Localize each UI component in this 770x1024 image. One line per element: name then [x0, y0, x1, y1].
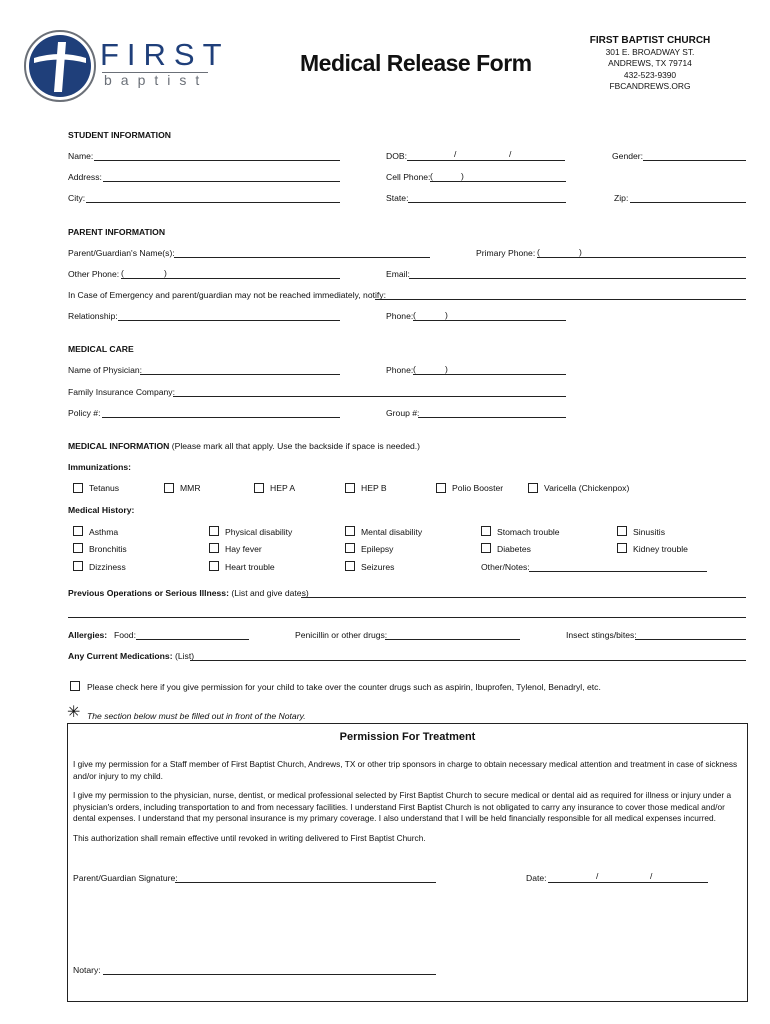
history-label: Mental disability: [361, 527, 423, 537]
paren-close: ): [445, 310, 448, 320]
checkbox-mmr[interactable]: [164, 483, 174, 493]
immunization-label: HEP B: [361, 483, 387, 493]
student-cell-phone-label: Cell Phone:: [386, 172, 431, 182]
history-label: Asthma: [89, 527, 119, 537]
checkbox-epilepsy[interactable]: [345, 543, 355, 553]
student-name-field[interactable]: [94, 160, 340, 161]
otc-permission-label: Please check here if you give permission for your child to take over the counter drugs such as aspirin, Ibuprofen, Tylenol, Benadryl, etc.: [87, 682, 601, 692]
checkbox-tetanus[interactable]: [73, 483, 83, 493]
student-city-field[interactable]: [86, 202, 340, 203]
student-zip-label: Zip:: [614, 193, 629, 203]
medical-care-heading: MEDICAL CARE: [68, 344, 134, 354]
church-address-2: ANDREWS, TX 79714: [608, 58, 692, 68]
history-label: Hay fever: [225, 544, 262, 554]
cross-circle-logo-icon: [22, 28, 98, 104]
medical-history-label: Medical History:: [68, 505, 135, 515]
church-address-1: 301 E. BROADWAY ST.: [605, 46, 695, 57]
student-zip-field[interactable]: [630, 202, 746, 203]
checkbox-sinusitis[interactable]: [617, 526, 627, 536]
physician-field[interactable]: [140, 374, 340, 375]
guardian-names-label: Parent/Guardian's Name(s):: [68, 248, 175, 258]
student-state-label: State:: [386, 193, 409, 203]
church-contact-block: [560, 35, 740, 93]
paren-open: (: [413, 364, 416, 374]
checkbox-asthma[interactable]: [73, 526, 83, 536]
student-name-label: Name:: [68, 151, 94, 161]
insect-allergy-field[interactable]: [635, 639, 746, 640]
physician-phone-field[interactable]: [413, 374, 566, 375]
paren-open: (: [121, 268, 124, 278]
student-dob-field[interactable]: [407, 160, 565, 161]
drug-allergy-field[interactable]: [385, 639, 520, 640]
student-address-label: Address:: [68, 172, 102, 182]
student-section-heading: STUDENT INFORMATION: [68, 130, 171, 140]
checkbox-kidney-trouble[interactable]: [617, 543, 627, 553]
form-title: Medical Release Form: [300, 50, 532, 76]
operations-field[interactable]: [301, 597, 746, 598]
operations-note: (List and give dates): [231, 588, 309, 598]
medical-info-heading: MEDICAL INFORMATION: [68, 441, 170, 451]
paren-close: ): [579, 247, 582, 257]
checkbox-mental-disability[interactable]: [345, 526, 355, 536]
insurance-label: Family Insurance Company:: [68, 387, 175, 397]
immunizations-label: Immunizations:: [68, 462, 132, 472]
primary-phone-label: Primary Phone:: [476, 248, 536, 258]
student-address-field[interactable]: [103, 181, 340, 182]
emergency-contact-field[interactable]: [375, 299, 746, 300]
dob-slash-1: /: [454, 149, 457, 159]
date-slash-1: /: [596, 871, 599, 881]
medications-label: Any Current Medications:: [68, 651, 173, 661]
checkbox-otc-permission[interactable]: [70, 681, 80, 691]
relationship-label: Relationship:: [68, 311, 118, 321]
paren-close: ): [164, 268, 167, 278]
signature-field[interactable]: [175, 882, 436, 883]
notary-label: Notary:: [73, 965, 101, 975]
group-field[interactable]: [418, 417, 566, 418]
history-label: Seizures: [361, 562, 395, 572]
guardian-names-field[interactable]: [174, 257, 430, 258]
checkbox-polio-booster[interactable]: [436, 483, 446, 493]
checkbox-heart-trouble[interactable]: [209, 561, 219, 571]
primary-phone-field[interactable]: [537, 257, 746, 258]
student-city-label: City:: [68, 193, 86, 203]
parent-section-heading: PARENT INFORMATION: [68, 227, 166, 237]
email-field[interactable]: [409, 278, 746, 279]
food-allergy-label: Food:: [114, 630, 136, 640]
paren-open: (: [430, 171, 433, 181]
notary-field[interactable]: [103, 974, 436, 975]
physician-label: Name of Physician:: [68, 365, 143, 375]
history-label: Diabetes: [497, 544, 531, 554]
other-phone-field[interactable]: [121, 278, 340, 279]
policy-field[interactable]: [102, 417, 340, 418]
paren-open: (: [537, 247, 540, 257]
immunization-label: HEP A: [270, 483, 296, 493]
checkbox-seizures[interactable]: [345, 561, 355, 571]
checkbox-varicella[interactable]: [528, 483, 538, 493]
medical-info-note: (Please mark all that apply. Use the backside if space is needed.): [171, 441, 420, 451]
insect-allergy-label: Insect stings/bites:: [566, 630, 637, 640]
history-label: Stomach trouble: [497, 527, 560, 537]
church-logo: [22, 28, 230, 102]
paren-open: (: [413, 310, 416, 320]
checkbox-diabetes[interactable]: [481, 543, 491, 553]
operations-label: Previous Operations or Serious Illness:: [68, 588, 229, 598]
emergency-phone-field[interactable]: [413, 320, 566, 321]
physician-phone-label: Phone:: [386, 365, 414, 375]
immunization-label: Tetanus: [89, 483, 120, 493]
medical-info-heading-row: [68, 441, 420, 451]
other-notes-label: Other/Notes:: [481, 562, 530, 572]
permission-paragraph-3: This authorization shall remain effective until revoked in writing delivered to First Baptist Church.: [73, 833, 426, 843]
history-label: Physical disability: [225, 527, 293, 537]
dob-slash-2: /: [509, 149, 512, 159]
immunization-label: MMR: [180, 483, 201, 493]
checkbox-hep-a[interactable]: [254, 483, 264, 493]
asterisk-icon: ✳: [67, 704, 81, 721]
history-label: Bronchitis: [89, 544, 127, 554]
relationship-field[interactable]: [118, 320, 340, 321]
emergency-contact-label: In Case of Emergency and parent/guardian may not be reached immediately, notify:: [68, 290, 386, 300]
operations-label-row: [68, 588, 309, 598]
drug-allergy-label: Penicillin or other drugs:: [295, 630, 388, 640]
date-field[interactable]: [548, 882, 708, 883]
church-website: FBCANDREWS.ORG: [609, 81, 691, 91]
other-phone-label: Other Phone:: [68, 269, 120, 279]
checkbox-hep-b[interactable]: [345, 483, 355, 493]
notary-note: The section below must be filled out in front of the Notary.: [87, 711, 306, 721]
other-notes-field[interactable]: [529, 571, 707, 572]
paren-close: ): [461, 171, 464, 181]
emergency-phone-label: Phone:: [386, 311, 414, 321]
immunization-label: Polio Booster: [452, 483, 504, 493]
paren-close: ): [445, 364, 448, 374]
medications-label-row: [68, 651, 194, 661]
medications-field[interactable]: [190, 660, 746, 661]
checkbox-dizziness[interactable]: [73, 561, 83, 571]
permission-paragraph-2: I give my permission to the physician, nurse, dentist, or medical professional selected by First Baptist Church to secure medical or dental aid as required for illness or injury under a physician's orders, including transportation to and from necessary facilities. I understand First Baptist Church is not obligated to carry any insurance to cover those medical and/or dental expenses. I understand that my personal insurance is my primary coverage. I also understand that I will be held financially responsible for all medical expenses incurred.: [73, 790, 732, 823]
church-name: FIRST BAPTIST CHURCH: [589, 35, 711, 46]
date-label: Date:: [526, 873, 547, 883]
checkbox-stomach-trouble[interactable]: [481, 526, 491, 536]
immunization-label: Varicella (Chickenpox): [544, 483, 630, 493]
allergies-label: Allergies:: [68, 630, 108, 640]
checkbox-physical-disability[interactable]: [209, 526, 219, 536]
operations-field-line-2[interactable]: [68, 617, 746, 618]
history-label: Kidney trouble: [633, 544, 688, 554]
student-gender-label: Gender:: [612, 151, 644, 161]
history-label: Dizziness: [89, 562, 126, 572]
church-phone: 432-523-9390: [623, 69, 677, 80]
student-gender-field[interactable]: [643, 160, 746, 161]
email-label: Email:: [386, 269, 410, 279]
permission-paragraph-1: I give my permission for a Staff member of First Baptist Church, Andrews, TX or other trip sponsors in charge to obtain necessary medical attention and treatment in case of sickness and/or injury to my child.: [73, 759, 738, 781]
checkbox-bronchitis[interactable]: [73, 543, 83, 553]
permission-heading: Permission For Treatment: [339, 731, 476, 743]
history-label: Sinusitis: [633, 527, 665, 537]
student-dob-label: DOB:: [386, 151, 408, 161]
food-allergy-field[interactable]: [136, 639, 249, 640]
insurance-field[interactable]: [173, 396, 566, 397]
logo-word-baptist: baptist: [104, 72, 209, 88]
history-label: Heart trouble: [225, 562, 275, 572]
group-label: Group #:: [386, 408, 420, 418]
history-label: Epilepsy: [361, 544, 394, 554]
logo-word-first: FIRST: [100, 37, 230, 72]
date-slash-2: /: [650, 871, 653, 881]
signature-label: Parent/Guardian Signature:: [73, 873, 178, 883]
checkbox-hay-fever[interactable]: [209, 543, 219, 553]
policy-label: Policy #:: [68, 408, 101, 418]
student-state-field[interactable]: [408, 202, 566, 203]
student-cell-phone-field[interactable]: [430, 181, 566, 182]
medications-note: (List): [174, 651, 195, 661]
